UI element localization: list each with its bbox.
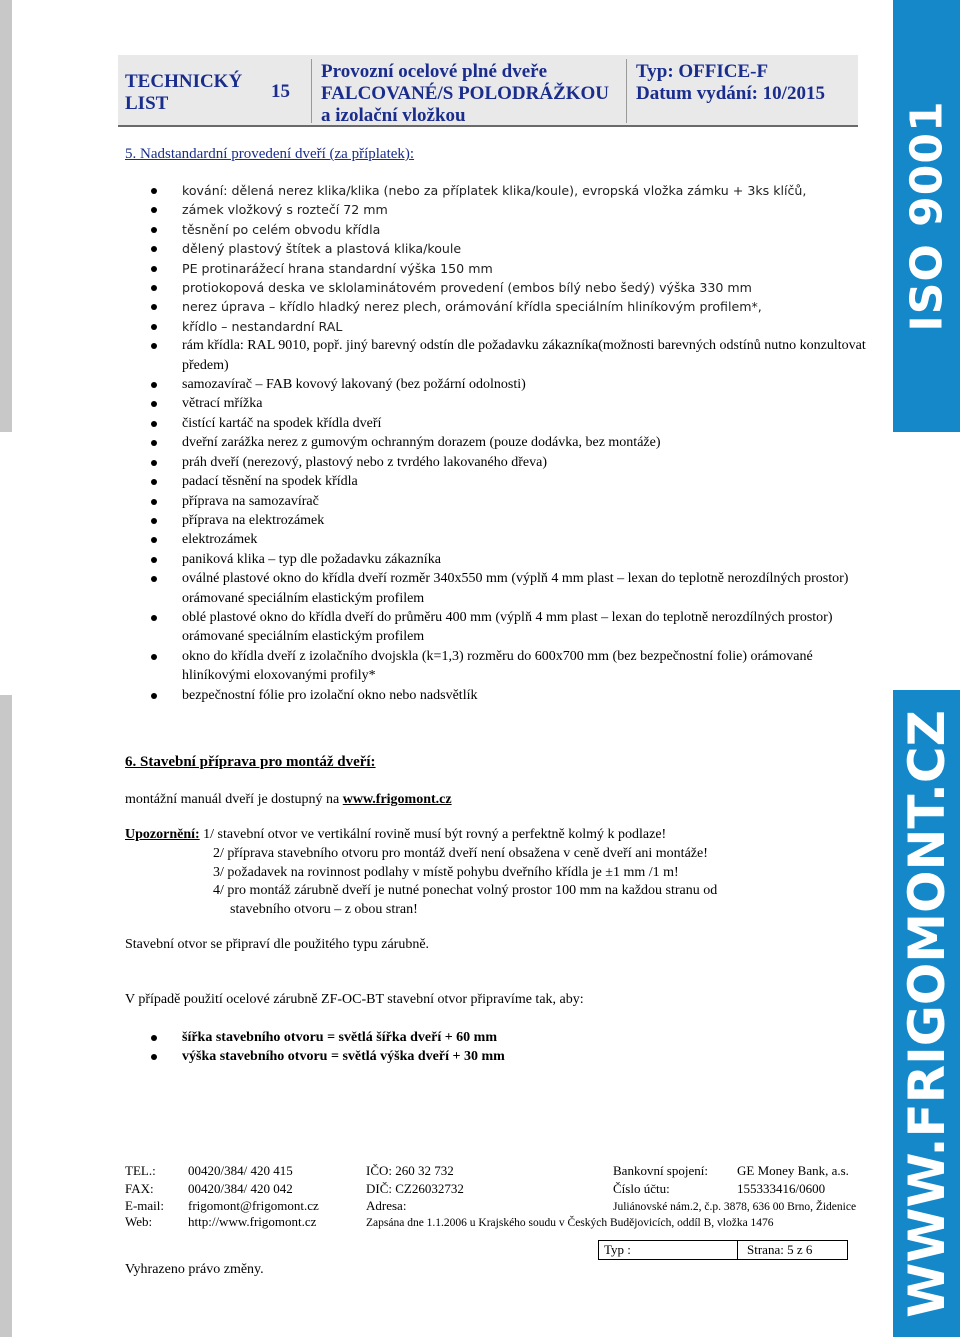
list-item: šířka stavebního otvoru = světlá šířka dveří + 60 mm bbox=[150, 1028, 505, 1047]
product-type: Typ: OFFICE-F bbox=[636, 61, 769, 82]
issue-date: Datum vydání: 10/2015 bbox=[636, 83, 825, 104]
email-value[interactable]: frigomont@frigomont.cz bbox=[188, 1198, 319, 1213]
page-box-divider bbox=[737, 1241, 738, 1259]
list-item: elektrozámek bbox=[150, 530, 870, 549]
list-item: okno do křídla dveří z izolačního dvojskla (k=1,3) rozměru do 600x700 mm (bez bezpečnostní folie) orámované hliníkovými eloxovanými profily* bbox=[150, 647, 870, 686]
list-item: větrací mřížka bbox=[150, 394, 870, 413]
notice-line-1 bbox=[125, 826, 666, 844]
list-item: paniková klika – typ dle požadavku zákazníka bbox=[150, 550, 870, 569]
list-item: bezpečnostní fólie pro izolační okno nebo nadsvětlík bbox=[150, 686, 870, 705]
section-6-title: 6. Stavební příprava pro montáž dveří: bbox=[125, 754, 376, 770]
document-number: 15 bbox=[271, 81, 290, 102]
list-item: protiokopová deska ve sklolaminátovém provedení (embos bílý nebo šedý) výška 330 mm bbox=[150, 278, 870, 297]
website-banner bbox=[893, 690, 960, 1337]
reserved-note: Vyhrazeno právo změny. bbox=[125, 1262, 264, 1277]
iso-banner bbox=[893, 0, 960, 432]
ico: IČO: 260 32 732 bbox=[366, 1163, 454, 1178]
list-item: oblé plastové okno do křídla dveří do průměru 400 mm (výplň 4 mm plast – lexan do teplotně nerozdílných prostor) orámované speciálním elastickým profilem bbox=[150, 608, 870, 647]
list-item: oválné plastové okno do křídla dveří rozměr 340x550 mm (výplň 4 mm plast – lexan do teplotně nerozdílných prostor) orámované speciálním elastickým profilem bbox=[150, 569, 870, 608]
list-item: dělený plastový štítek a plastová klika/koule bbox=[150, 239, 870, 258]
case-text: V případě použití ocelové zárubně ZF-OC-BT stavební otvor připravíme tak, aby: bbox=[125, 992, 584, 1007]
extra-options-list bbox=[150, 181, 870, 705]
header-divider bbox=[626, 59, 627, 123]
tel-label: TEL.: bbox=[125, 1163, 156, 1178]
account-label: Číslo účtu: bbox=[613, 1181, 670, 1196]
list-item: výška stavebního otvoru = světlá výška dveří + 30 mm bbox=[150, 1047, 505, 1066]
left-stripe-top bbox=[0, 0, 12, 432]
list-item: padací těsnění na spodek křídla bbox=[150, 472, 870, 491]
page-number: Strana: 5 z 6 bbox=[747, 1242, 813, 1257]
page-info-box bbox=[598, 1240, 848, 1260]
list-label-2: LIST bbox=[125, 93, 169, 114]
address-label: Adresa: bbox=[366, 1198, 407, 1213]
opening-requirements-list bbox=[150, 1028, 505, 1066]
list-item: příprava na elektrozámek bbox=[150, 511, 870, 530]
notice-3: 3/ požadavek na rovinnost podlahy v místě pohybu dveřního křídla je ±1 mm /1 m! bbox=[213, 865, 679, 880]
notice-label: Upozornění: bbox=[125, 827, 200, 842]
list-item: těsnění po celém obvodu křídla bbox=[150, 220, 870, 239]
prep-text: Stavební otvor se připraví dle použitého typu zárubně. bbox=[125, 937, 430, 952]
bank-label: Bankovní spojení: bbox=[613, 1163, 708, 1178]
list-item: samozavírač – FAB kovový lakovaný (bez požární odolnosti) bbox=[150, 375, 870, 394]
website-banner-text: WWW.FRIGOMONT.CZ bbox=[897, 709, 956, 1318]
list-item: dveřní zarážka nerez z gumovým ochranným dorazem (pouze dodávka, bez montáže) bbox=[150, 433, 870, 452]
dic: DIČ: CZ26032732 bbox=[366, 1181, 464, 1196]
bank-value: GE Money Bank, a.s. bbox=[737, 1163, 849, 1178]
manual-line bbox=[125, 791, 452, 809]
list-item: práh dveří (nerezový, plastový nebo z tvrdého lakovaného dřeva) bbox=[150, 453, 870, 472]
section-5-title: 5. Nadstandardní provedení dveří (za příplatek): bbox=[125, 146, 415, 162]
web-label: Web: bbox=[125, 1214, 153, 1229]
product-title-2: FALCOVANÉ/S POLODRÁŽKOU bbox=[321, 83, 610, 104]
account-value: 155333416/0600 bbox=[737, 1181, 826, 1196]
list-item: kování: dělená nerez klika/klika (nebo za příplatek klika/koule), evropská vložka zámku + 3ks klíčů, bbox=[150, 181, 870, 200]
list-item: rám křídla: RAL 9010, popř. jiný barevný odstín dle požadavku zákazníka(možnosti barevných odstínů nutno konzultovat předem) bbox=[150, 336, 870, 375]
notice-2: 2/ příprava stavebního otvoru pro montáž dveří není obsažena v ceně dveří ani montáže! bbox=[213, 846, 708, 861]
notice-4-continued: stavebního otvoru – z obou stran! bbox=[230, 902, 418, 917]
notice-4: 4/ pro montáž zárubně dveří je nutné ponechat volný prostor 100 mm na každou stranu od bbox=[213, 883, 718, 898]
fax-label: FAX: bbox=[125, 1181, 154, 1196]
header-divider bbox=[311, 59, 312, 123]
list-item: PE protinarážecí hrana standardní výška 150 mm bbox=[150, 259, 870, 278]
address-value: Juliánovské nám.2, č.p. 3878, 636 00 Brno, Židenice bbox=[613, 1201, 857, 1213]
type-label: Typ : bbox=[604, 1242, 631, 1257]
product-title-3: a izolační vložkou bbox=[321, 105, 466, 126]
tel-value: 00420/384/ 420 415 bbox=[188, 1163, 293, 1178]
left-stripe-bottom bbox=[0, 695, 12, 1337]
manual-link[interactable]: www.frigomont.cz bbox=[342, 792, 452, 807]
email-label: E-mail: bbox=[125, 1198, 164, 1213]
list-item: nerez úprava – křídlo hladký nerez plech, orámování křídla speciálním hliníkovým profilem*, bbox=[150, 297, 870, 316]
registry-note: Zapsána dne 1.1.2006 u Krajského soudu v Českých Budějovicích, oddíl B, vložka 1476 bbox=[366, 1217, 774, 1229]
notice-1: 1/ stavební otvor ve vertikální rovině musí být rovný a perfektně kolmý k podlaze! bbox=[199, 827, 667, 842]
list-label-1: TECHNICKÝ bbox=[125, 71, 243, 92]
iso-banner-text: ISO 9001 bbox=[901, 100, 952, 332]
manual-text: montážní manuál dveří je dostupný na bbox=[125, 792, 343, 807]
list-item: zámek vložkový s roztečí 72 mm bbox=[150, 200, 870, 219]
list-item: příprava na samozavírač bbox=[150, 492, 870, 511]
web-value[interactable]: http://www.frigomont.cz bbox=[188, 1214, 317, 1229]
list-item: křídlo – nestandardní RAL bbox=[150, 317, 870, 336]
list-item: čistící kartáč na spodek křídla dveří bbox=[150, 414, 870, 433]
product-title-1: Provozní ocelové plné dveře bbox=[321, 61, 548, 82]
fax-value: 00420/384/ 420 042 bbox=[188, 1181, 293, 1196]
document-header bbox=[118, 55, 858, 127]
